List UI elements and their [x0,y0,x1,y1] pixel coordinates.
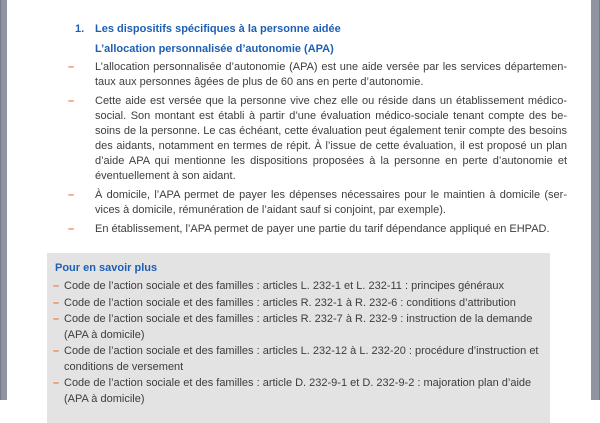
info-box-item-text: Code de l’action sociale et des familles : articles R. 232-1 à R. 232-6 : conditions d’attribution [64,296,516,309]
bullet-list [68,60,567,237]
dash-marker: – [53,377,60,389]
list-item [68,94,567,184]
info-box-item [53,279,547,295]
info-box-item-text: Code de l’action sociale et des familles : articles R. 232-7 à R. 232-9 : instruction de la demande (APA à domicile) [64,313,533,341]
list-item-text: L’allocation personnalisée d’autonomie (APA) est une aide versée par les services départementaux aux personnes âgées de plus de 60 ans en perte d’autonomie. [95,61,567,88]
dash-marker: – [53,280,60,292]
section-number: 1. [75,23,85,35]
info-box-title: Pour en savoir plus [55,262,158,274]
dash-marker: – [53,296,60,309]
dash-marker: – [53,345,60,357]
list-item-text: En établissement, l’APA permet de payer une partie du tarif dépendance appliqué en EHPAD. [95,223,550,235]
section-heading [75,22,567,37]
list-item [68,60,567,90]
info-box-item-text: Code de l’action sociale et des familles : articles L. 232-1 et L. 232-11 : principes généraux [64,280,505,292]
list-item-text: Cette aide est versée que la personne vive chez elle ou réside dans un établissement médico-social. Son montant est établi à partir d’une évaluation médico-sociale tenant compte des besoins de la personne. Le cas échéant, cette évaluation peut également tenir compte des besoins des aidants, notamment en termes de répit. À l’issue de cette évaluation, il est proposé un plan d’aide APA qui mentionne les dispositions proposées à la personne en perte d’autonomie et éventuellement à son aidant. [95,95,567,182]
list-item [68,188,567,218]
dash-marker: – [68,61,75,73]
dash-marker: – [68,95,75,107]
info-box-item [53,296,547,312]
viewer-gutter-right [590,0,600,400]
subsection-heading: L’allocation personnalisée d’autonomie (APA) [95,43,334,55]
list-item [68,222,567,237]
list-item-text: À domicile, l’APA permet de payer les dépenses nécessaires pour le maintien à domicile (services à domicile, rémunération de l’aidant sauf si conjoint, par exemple). [95,189,567,216]
info-box-item-text: Code de l’action sociale et des familles : article D. 232-9-1 et D. 232-9-2 : majoration plan d’aide (APA à domicile) [64,377,532,405]
dash-marker: – [68,189,75,201]
info-box-item [53,344,547,375]
info-box-item [53,376,547,407]
dash-marker: – [53,313,60,325]
info-box [47,253,550,423]
dash-marker: – [68,223,75,235]
info-box-item [53,312,547,343]
document-page [7,0,591,405]
section-title: Les dispositifs spécifiques à la personne aidée [95,23,341,35]
info-box-item-text: Code de l’action sociale et des familles : articles L. 232-12 à L. 232-20 : procédure d’instruction et conditions de versement [64,345,539,373]
